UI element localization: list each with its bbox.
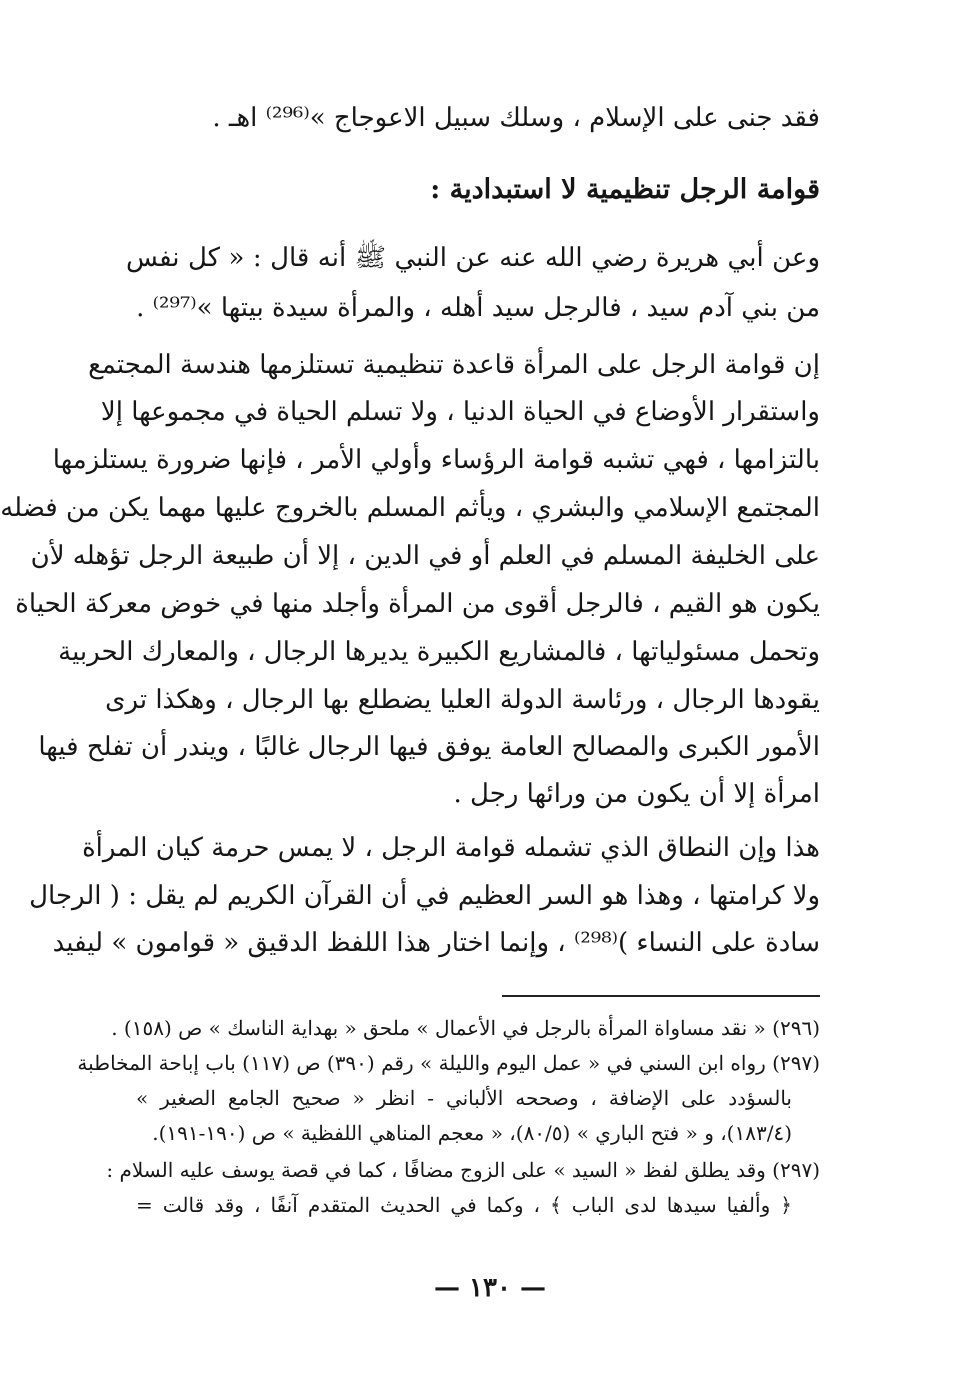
paragraph-line: الأمور الكبرى والمصالح العامة يوفق فيها الرجال غالبًا ، ويندر أن تفلح فيها xyxy=(38,732,820,762)
hadith-line: وعن أبي هريرة رضي الله عنه عن النبي ﷺ أنه قال : « كل نفس xyxy=(126,243,820,273)
paragraph-line: المجتمع الإسلامي والبشري ، ويأثم المسلم بالخروج عليها مهما يكن من فضله xyxy=(0,493,820,523)
paragraph-line: يكون هو القيم ، فالرجل أقوى من المرأة وأجلد منها في خوض معركة الحياة xyxy=(15,589,820,619)
footnote-separator xyxy=(502,995,820,997)
page-number: — ١٣٠ — xyxy=(433,1273,547,1303)
section-heading: قوامة الرجل تنظيمية لا استبدادية : xyxy=(430,174,820,205)
footnote-297-note-continued: ﴿ وألفيا سيدها لدى الباب ﴾ ، وكما في الحديث المتقدم آنفًا ، وقد قالت = xyxy=(136,1193,792,1217)
footnote-297-continued: (١٨٣/٤)، و « فتح الباري » (٨٠/٥)، « معجم المناهي اللفظية » ص (١٩٠-١٩١). xyxy=(152,1121,792,1145)
footnote-297-continued: بالسؤدد على الإضافة ، وصححه الألباني - انظر « صحيح الجامع الصغير » xyxy=(136,1086,792,1110)
footnote-297-note: (٢٩٧) وقد يطلق لفظ « السيد » على الزوج مضافًا ، كما في قصة يوسف عليه السلام : xyxy=(106,1158,820,1182)
paragraph-line: على الخليفة المسلم في العلم أو في الدين ، إلا أن طبيعة الرجل تؤهله لأن xyxy=(30,541,820,571)
paragraph-line: هذا وإن النطاق الذي تشمله قوامة الرجل ، لا يمس حرمة كيان المرأة xyxy=(82,833,820,863)
hadith-line: من بني آدم سيد ، فالرجل سيد أهله ، والمرأة سيدة بيتها »⁽²⁹⁷⁾ . xyxy=(136,293,820,323)
opening-line: فقد جنى على الإسلام ، وسلك سبيل الاعوجاج »⁽²⁹⁶⁾ اهـ . xyxy=(212,103,820,133)
paragraph-line: بالتزامها ، فهي تشبه قوامة الرؤساء وأولي الأمر ، فإنها ضرورة يستلزمها xyxy=(52,445,820,475)
footnote-296: (٢٩٦) « نقد مساواة المرأة بالرجل في الأعمال » ملحق « بهداية الناسك » ص (١٥٨) . xyxy=(111,1016,820,1040)
paragraph-line: ولا كرامتها ، وهذا هو السر العظيم في أن القرآن الكريم لم يقل : ( الرجال xyxy=(29,881,820,911)
paragraph-line: امرأة إلا أن يكون من ورائها رجل . xyxy=(453,779,820,809)
paragraph-line: وتحمل مسئولياتها ، فالمشاريع الكبيرة يديرها الرجال ، والمعارك الحربية xyxy=(58,637,820,667)
paragraph-line: إن قوامة الرجل على المرأة قاعدة تنظيمية تستلزمها هندسة المجتمع xyxy=(88,350,820,380)
paragraph-line: سادة على النساء )⁽²⁹⁸⁾ ، وإنما اختار هذا اللفظ الدقيق « قوامون » ليفيد xyxy=(52,928,820,958)
paragraph-line: واستقرار الأوضاع في الحياة الدنيا ، ولا تسلم الحياة في مجموعها إلا xyxy=(100,397,820,427)
footnote-297: (٢٩٧) رواه ابن السني في « عمل اليوم والليلة » رقم (٣٩٠) ص (١١٧) باب إباحة المخاطبة xyxy=(77,1051,820,1075)
paragraph-line: يقودها الرجال ، ورئاسة الدولة العليا يضطلع بها الرجال ، وهكذا ترى xyxy=(105,685,820,715)
